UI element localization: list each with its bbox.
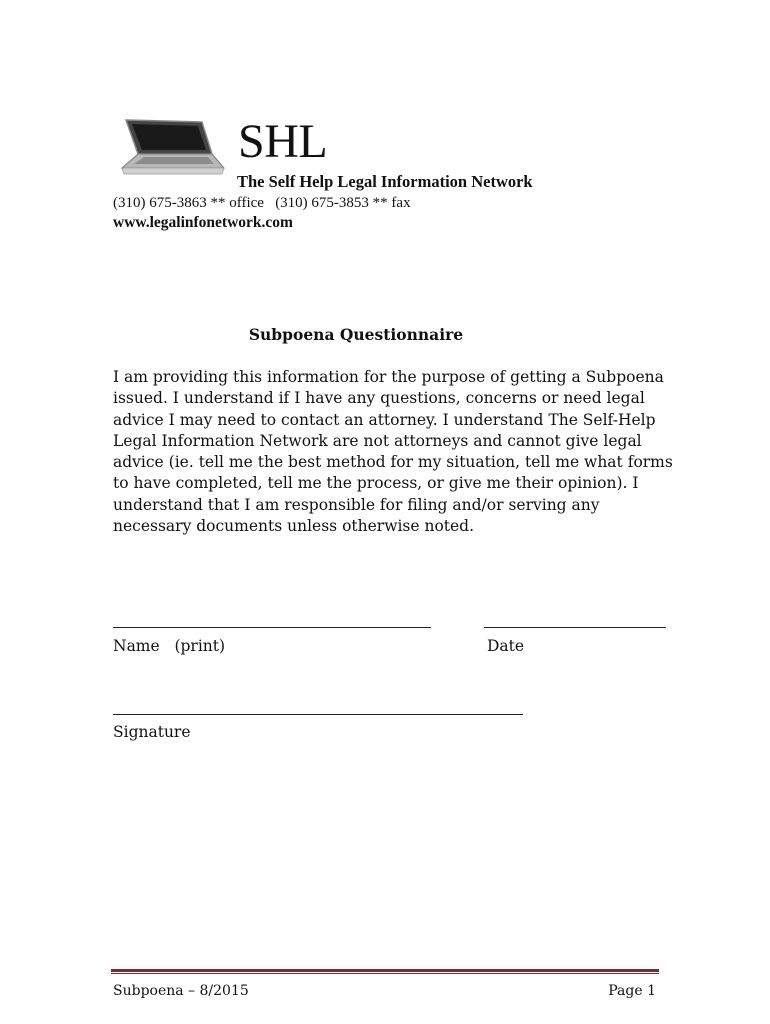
website-url: www.legalinfonetwork.com (113, 214, 293, 231)
document-title: Subpoena Questionnaire (248, 325, 464, 344)
signature-field-line[interactable] (113, 714, 523, 715)
paragraph-line: advice I may need to contact an attorney. I understand The Self-Help (113, 410, 656, 429)
paragraph-line: issued. I understand if I have any questions, concerns or need legal (113, 389, 645, 408)
paragraph-line: necessary documents unless otherwise noted. (113, 517, 475, 536)
date-field-line[interactable] (484, 627, 666, 628)
footer-divider-thin (111, 973, 659, 974)
footer-document-label: Subpoena – 8/2015 (113, 983, 249, 999)
contact-numbers: (310) 675-3863 ** office (310) 675-3853 ** fax (113, 195, 411, 211)
name-label: Name (print) (113, 637, 226, 655)
footer-divider (111, 969, 659, 972)
paragraph-line: I am providing this information for the purpose of getting a Subpoena (113, 368, 664, 386)
name-field-line[interactable] (113, 627, 431, 628)
date-label: Date (487, 637, 525, 655)
network-name: The Self Help Legal Information Network (237, 172, 533, 191)
paragraph-line: Legal Information Network are not attorneys and cannot give legal (113, 431, 642, 450)
brand-name: SHL (238, 115, 328, 168)
paragraph-line: to have completed, tell me the process, or give me their opinion). I (113, 474, 639, 493)
laptop-icon (118, 118, 226, 178)
paragraph-line: understand that I am responsible for filing and/or serving any (113, 495, 600, 514)
page-number: Page 1 (608, 983, 656, 999)
signature-label: Signature (113, 723, 191, 741)
disclaimer-paragraph (113, 367, 673, 537)
paragraph-line: advice (ie. tell me the best method for my situation, tell me what forms (113, 453, 673, 472)
